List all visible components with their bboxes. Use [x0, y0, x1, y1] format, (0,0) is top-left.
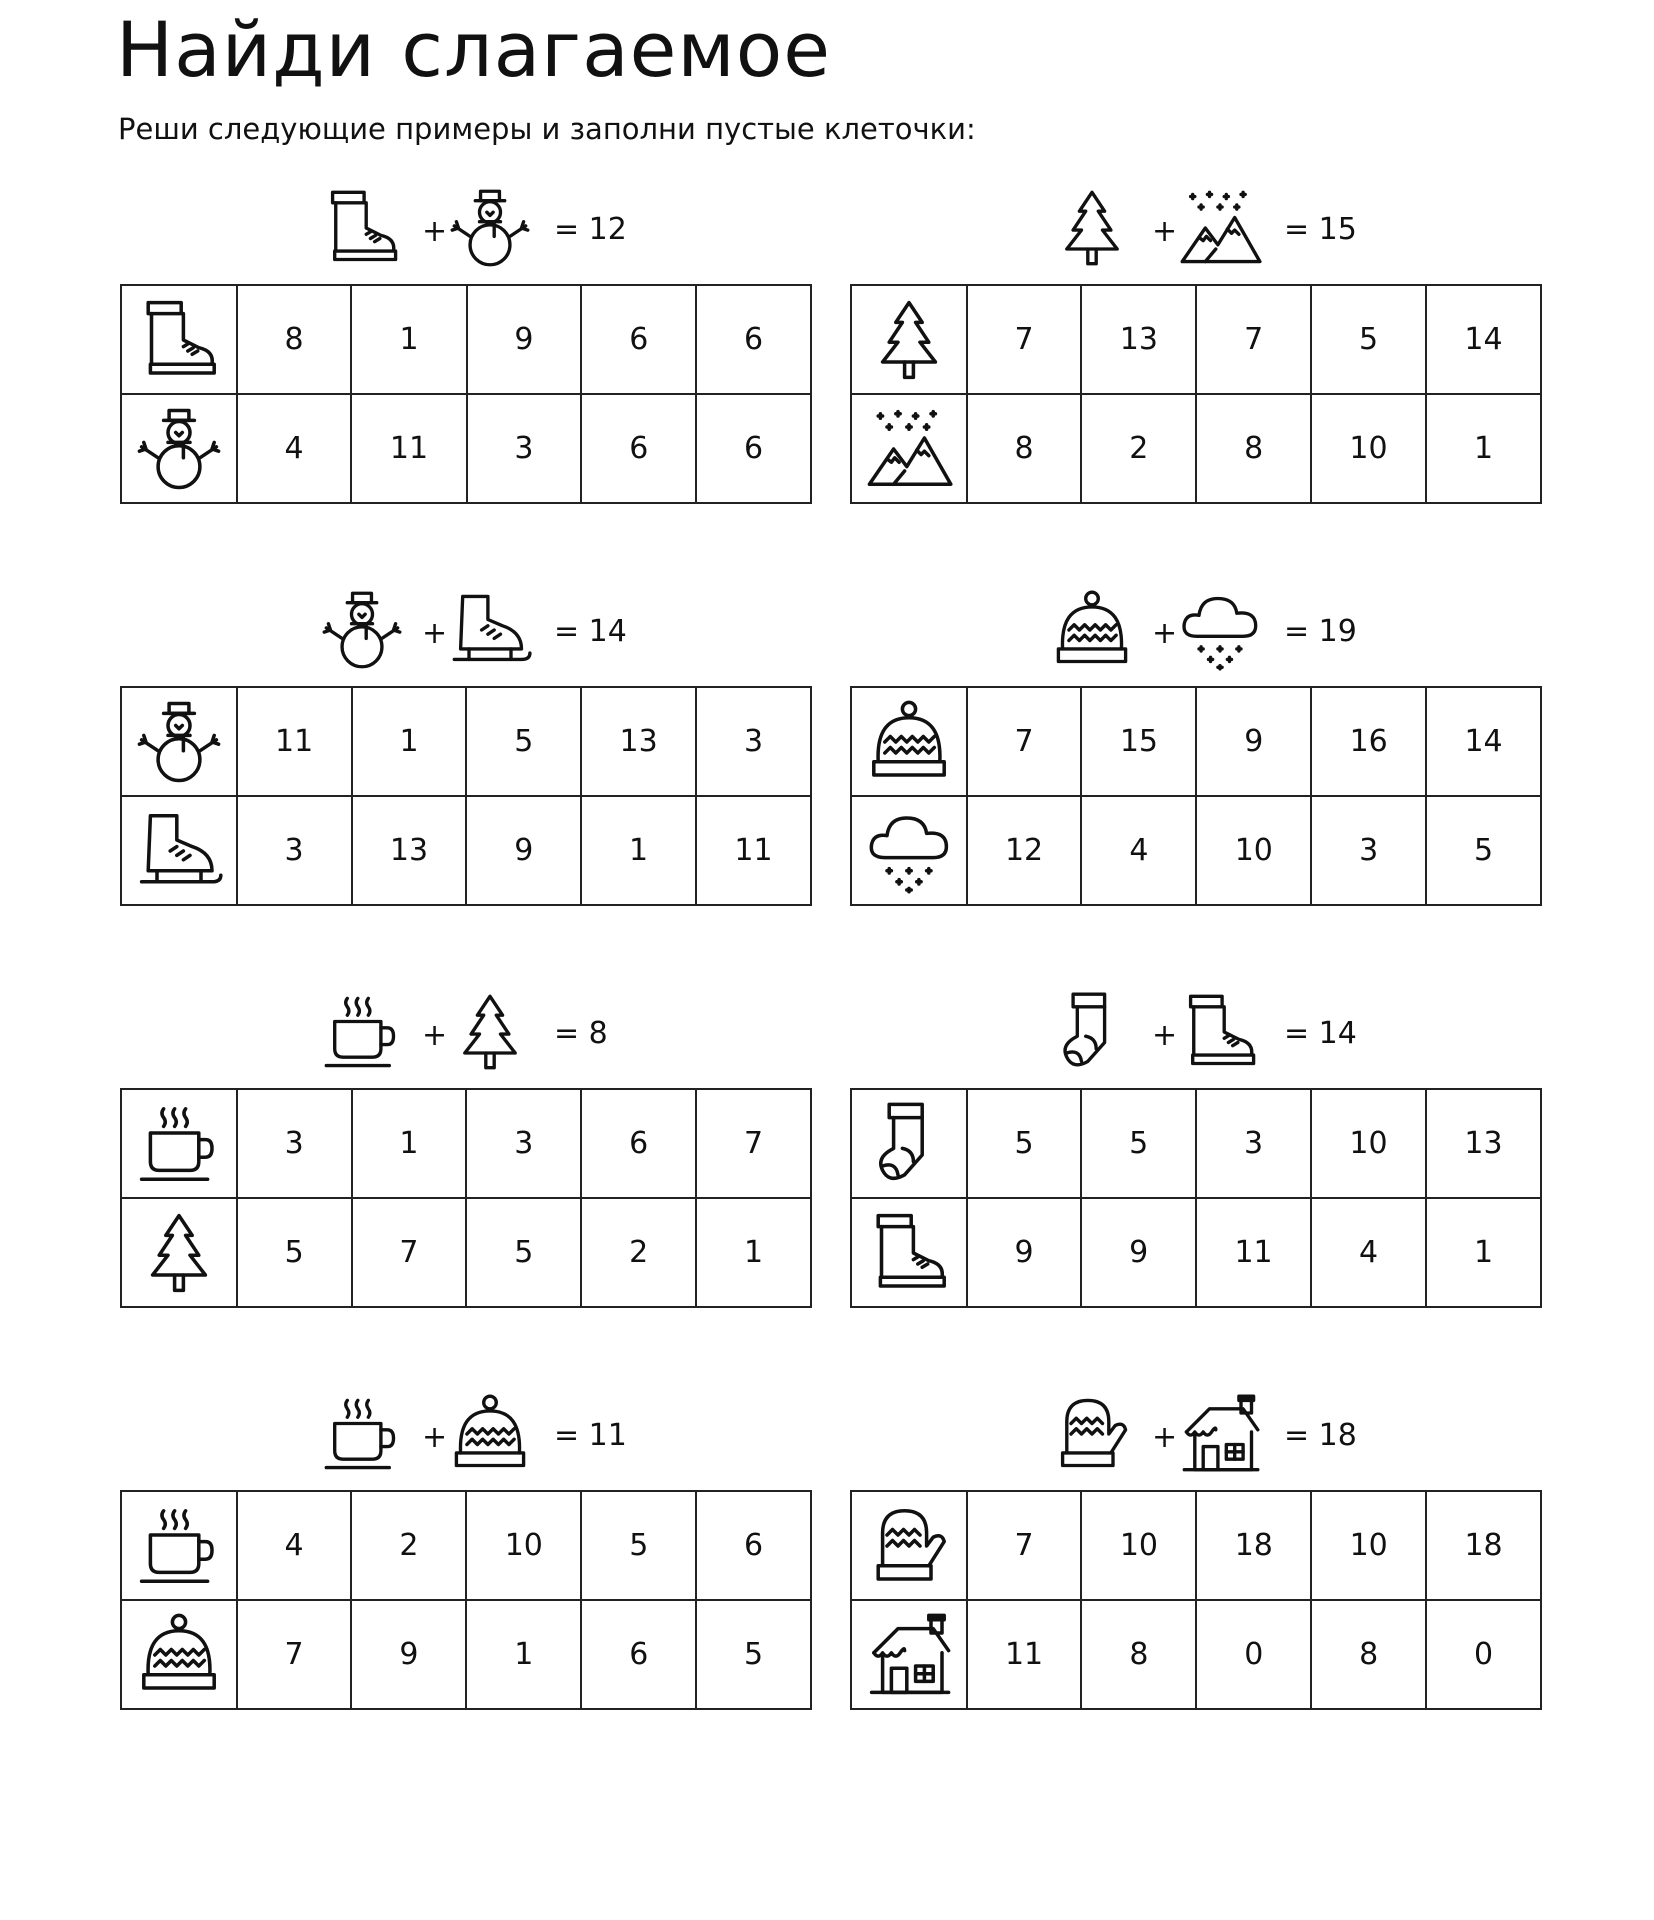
equation [118, 576, 812, 686]
ice-skate-icon [448, 588, 532, 672]
row-icon-cell [121, 1089, 237, 1198]
mountains-icon [1178, 186, 1262, 270]
grid-row-2 [851, 394, 1541, 503]
sum-label: = 19 [1284, 614, 1357, 649]
grid-cell: 13 [581, 687, 696, 796]
grid-cell: 6 [581, 285, 696, 394]
grid-cell: 7 [237, 1600, 352, 1709]
sock-icon [1050, 990, 1134, 1074]
grid-cell: 9 [1196, 687, 1311, 796]
boot-icon [320, 186, 404, 270]
problem-3 [118, 576, 812, 976]
plus-sign: + [1152, 1420, 1178, 1455]
grid-cell: 10 [1081, 1491, 1196, 1600]
grid-cell: 5 [466, 1198, 581, 1307]
row-icon-cell [851, 1089, 967, 1198]
boot-icon [1178, 990, 1262, 1074]
grid-cell: 3 [466, 1089, 581, 1198]
boot-icon [135, 296, 223, 384]
grid-cell: 9 [351, 1600, 466, 1709]
grid-cell: 5 [1426, 796, 1541, 905]
grid-cell: 8 [237, 285, 352, 394]
equation [848, 576, 1542, 686]
equation [118, 1380, 812, 1490]
grid-cell: 2 [351, 1491, 466, 1600]
plus-sign: + [1152, 214, 1178, 249]
addend-2 [448, 1392, 532, 1476]
grid-cell: 13 [1081, 285, 1196, 394]
snowman-icon [135, 405, 223, 493]
house-icon [865, 1611, 953, 1699]
sock-icon [865, 1100, 953, 1188]
answer-grid [120, 284, 812, 504]
addend-1 [1050, 186, 1134, 270]
grid-cell: 5 [696, 1600, 811, 1709]
ice-skate-icon [135, 807, 223, 895]
answer-grid [850, 686, 1542, 906]
addend-1 [1050, 990, 1134, 1074]
sum-label: = 11 [554, 1418, 627, 1453]
problem-7 [118, 1380, 812, 1780]
addend-2 [448, 990, 532, 1074]
grid-cell: 5 [237, 1198, 352, 1307]
equation [848, 1380, 1542, 1490]
winter-hat-icon [135, 1611, 223, 1699]
mountains-icon [865, 405, 953, 493]
sum-label: = 12 [554, 212, 627, 247]
grid-cell: 10 [1311, 1491, 1426, 1600]
problem-2 [848, 174, 1542, 574]
row-icon-cell [121, 1198, 237, 1307]
problem-6 [848, 978, 1542, 1378]
sum-label: = 14 [1284, 1016, 1357, 1051]
row-icon-cell [851, 285, 967, 394]
grid-row-2 [121, 796, 811, 905]
addend-2 [448, 588, 532, 672]
row-icon-cell [121, 1491, 237, 1600]
grid-cell: 2 [581, 1198, 696, 1307]
addend-2 [1178, 990, 1262, 1074]
page-title: Найди слагаемое [116, 5, 831, 94]
grid-cell: 10 [466, 1491, 581, 1600]
grid-cell: 1 [466, 1600, 581, 1709]
hot-cup-icon [135, 1100, 223, 1188]
grid-cell: 1 [1426, 394, 1541, 503]
hot-cup-icon [320, 1392, 404, 1476]
grid-row-2 [851, 1600, 1541, 1709]
grid-cell: 10 [1311, 1089, 1426, 1198]
row-icon-cell [851, 1491, 967, 1600]
row-icon-cell [121, 796, 237, 905]
addend-1 [320, 1392, 404, 1476]
grid-cell: 11 [696, 796, 811, 905]
problem-8 [848, 1380, 1542, 1780]
grid-cell: 4 [237, 394, 352, 503]
answer-grid [120, 1490, 812, 1710]
snowman-icon [135, 698, 223, 786]
grid-cell: 6 [696, 1491, 811, 1600]
row-icon-cell [851, 687, 967, 796]
grid-cell: 6 [696, 285, 811, 394]
snow-cloud-icon [1178, 588, 1262, 672]
grid-cell: 0 [1196, 1600, 1311, 1709]
grid-row-1 [121, 687, 811, 796]
addend-1 [320, 186, 404, 270]
grid-cell: 5 [466, 687, 581, 796]
fir-tree-icon [135, 1209, 223, 1297]
grid-row-2 [851, 796, 1541, 905]
grid-cell: 8 [1311, 1600, 1426, 1709]
row-icon-cell [851, 1600, 967, 1709]
plus-sign: + [422, 1018, 448, 1053]
grid-cell: 1 [696, 1198, 811, 1307]
grid-cell: 13 [1426, 1089, 1541, 1198]
sum-label: = 14 [554, 614, 627, 649]
grid-cell: 4 [237, 1491, 352, 1600]
addend-2 [1178, 1392, 1262, 1476]
equation [118, 978, 812, 1088]
equation [848, 978, 1542, 1088]
grid-cell: 16 [1311, 687, 1426, 796]
mitten-icon [1050, 1392, 1134, 1476]
problem-5 [118, 978, 812, 1378]
grid-cell: 2 [1081, 394, 1196, 503]
row-icon-cell [121, 687, 237, 796]
addend-2 [1178, 186, 1262, 270]
row-icon-cell [121, 285, 237, 394]
grid-cell: 9 [466, 796, 581, 905]
plus-sign: + [422, 214, 448, 249]
grid-cell: 6 [581, 1089, 696, 1198]
fir-tree-icon [448, 990, 532, 1074]
sum-label: = 18 [1284, 1418, 1357, 1453]
grid-cell: 7 [967, 1491, 1082, 1600]
grid-cell: 6 [581, 1600, 696, 1709]
addend-2 [448, 186, 532, 270]
equation [118, 174, 812, 284]
grid-cell: 1 [351, 285, 466, 394]
grid-cell: 1 [352, 1089, 467, 1198]
grid-cell: 3 [237, 1089, 352, 1198]
house-icon [1178, 1392, 1262, 1476]
addend-2 [1178, 588, 1262, 672]
boot-icon [865, 1209, 953, 1297]
grid-cell: 10 [1311, 394, 1426, 503]
grid-row-1 [851, 1491, 1541, 1600]
grid-cell: 9 [967, 1198, 1082, 1307]
grid-cell: 6 [696, 394, 811, 503]
grid-cell: 15 [1081, 687, 1196, 796]
problem-4 [848, 576, 1542, 976]
grid-row-1 [121, 1089, 811, 1198]
grid-cell: 11 [351, 394, 466, 503]
grid-cell: 6 [581, 394, 696, 503]
grid-row-2 [121, 1600, 811, 1709]
grid-cell: 11 [1196, 1198, 1311, 1307]
grid-cell: 3 [696, 687, 811, 796]
addend-1 [1050, 588, 1134, 672]
row-icon-cell [851, 394, 967, 503]
grid-cell: 14 [1426, 285, 1541, 394]
grid-row-2 [121, 394, 811, 503]
plus-sign: + [422, 1420, 448, 1455]
grid-row-1 [121, 285, 811, 394]
answer-grid [120, 686, 812, 906]
hot-cup-icon [320, 990, 404, 1074]
grid-cell: 1 [1426, 1198, 1541, 1307]
grid-cell: 3 [1311, 796, 1426, 905]
snowman-icon [448, 186, 532, 270]
equation [848, 174, 1542, 284]
answer-grid [850, 1088, 1542, 1308]
grid-cell: 1 [581, 796, 696, 905]
grid-cell: 8 [967, 394, 1082, 503]
snowman-icon [320, 588, 404, 672]
row-icon-cell [851, 796, 967, 905]
grid-cell: 18 [1196, 1491, 1311, 1600]
addend-1 [320, 990, 404, 1074]
grid-cell: 3 [237, 796, 352, 905]
grid-cell: 4 [1311, 1198, 1426, 1307]
sum-label: = 8 [554, 1016, 608, 1051]
grid-cell: 5 [967, 1089, 1082, 1198]
grid-row-1 [121, 1491, 811, 1600]
plus-sign: + [422, 616, 448, 651]
grid-cell: 5 [581, 1491, 696, 1600]
mitten-icon [865, 1502, 953, 1590]
grid-cell: 10 [1196, 796, 1311, 905]
grid-cell: 7 [967, 687, 1082, 796]
grid-cell: 7 [696, 1089, 811, 1198]
grid-cell: 5 [1081, 1089, 1196, 1198]
problem-1 [118, 174, 812, 574]
grid-cell: 8 [1196, 394, 1311, 503]
winter-hat-icon [448, 1392, 532, 1476]
grid-cell: 3 [467, 394, 582, 503]
sum-label: = 15 [1284, 212, 1357, 247]
grid-row-2 [851, 1198, 1541, 1307]
grid-cell: 18 [1426, 1491, 1541, 1600]
row-icon-cell [121, 394, 237, 503]
answer-grid [850, 284, 1542, 504]
hot-cup-icon [135, 1502, 223, 1590]
fir-tree-icon [865, 296, 953, 384]
grid-cell: 3 [1196, 1089, 1311, 1198]
grid-cell: 11 [237, 687, 352, 796]
row-icon-cell [121, 1600, 237, 1709]
grid-row-1 [851, 687, 1541, 796]
grid-cell: 7 [1196, 285, 1311, 394]
grid-row-2 [121, 1198, 811, 1307]
grid-cell: 13 [352, 796, 467, 905]
answer-grid [850, 1490, 1542, 1710]
grid-cell: 7 [352, 1198, 467, 1307]
grid-row-1 [851, 1089, 1541, 1198]
addend-1 [320, 588, 404, 672]
addend-1 [1050, 1392, 1134, 1476]
plus-sign: + [1152, 616, 1178, 651]
grid-cell: 5 [1311, 285, 1426, 394]
answer-grid [120, 1088, 812, 1308]
fir-tree-icon [1050, 186, 1134, 270]
snow-cloud-icon [865, 807, 953, 895]
grid-cell: 8 [1081, 1600, 1196, 1709]
grid-cell: 9 [1081, 1198, 1196, 1307]
grid-cell: 12 [967, 796, 1082, 905]
winter-hat-icon [1050, 588, 1134, 672]
plus-sign: + [1152, 1018, 1178, 1053]
winter-hat-icon [865, 698, 953, 786]
grid-cell: 1 [352, 687, 467, 796]
grid-cell: 14 [1426, 687, 1541, 796]
grid-cell: 7 [967, 285, 1082, 394]
grid-cell: 0 [1426, 1600, 1541, 1709]
row-icon-cell [851, 1198, 967, 1307]
grid-cell: 4 [1081, 796, 1196, 905]
grid-row-1 [851, 285, 1541, 394]
instruction-text: Реши следующие примеры и заполни пустые клеточки: [118, 112, 976, 146]
grid-cell: 9 [467, 285, 582, 394]
grid-cell: 11 [967, 1600, 1082, 1709]
